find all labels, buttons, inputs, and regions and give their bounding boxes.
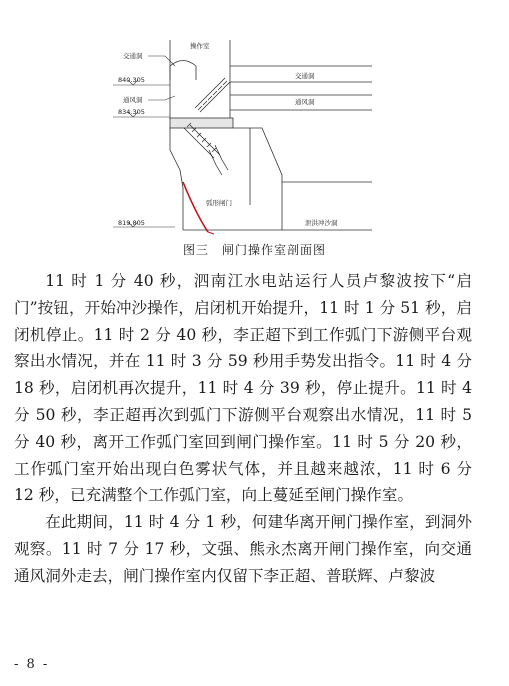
label-ventilation-tunnel-right: 通风洞 — [295, 98, 315, 106]
label-elevation-834: 834.305 — [118, 108, 145, 116]
label-arc-gate: 弧形闸门 — [206, 199, 232, 207]
label-traffic-tunnel-right: 交通洞 — [295, 72, 315, 80]
label-traffic-tunnel-left: 交通洞 — [123, 52, 143, 60]
paragraph: 11 时 1 分 40 秒，泗南江水电站运行人员卢黎波按下“启门”按钮，开始冲沙操作，启闭机开始提升，11 时 1 分 51 秒，启闭机停止。11 时 2 分 40 秒，李正超下到工作弧门下游侧平台观察出水情况，并在 11 时 3 分 59 秒用手势发出指令。11 时 4 分 18 秒，启闭机再次提升，11 时 4 分 39 秒，停止提升。11 时 4 分 50 秒，李正超再次到弧门下游侧平台观察出水情况，11 时 5 分 40 秒，离开工作弧门室回到闸门操作室。11 时 5 分 20 秒，工作弧门室开始出现白色雾状气体，并且越来越浓，11 时 6 分 12 秒，已充满整个工作弧门室，向上蔓延至闸门操作室。 — [14, 272, 472, 505]
page-number: - 8 - — [14, 657, 50, 672]
arc-gate-base — [208, 232, 214, 234]
gate-operation-room-section-diagram — [0, 0, 509, 240]
figure-caption: 图三 闸门操作室剖面图 — [182, 243, 326, 257]
paragraph: 在此期间，11 时 4 分 1 秒，何建华离开闸门操作室，到洞外观察。11 时 7 分 17 秒，文强、熊永杰离开闸门操作室，向交通通风洞外走去，闸门操作室内仅留下李正超、普联辉、卢黎波 — [14, 513, 472, 585]
arc-gate-shape — [183, 182, 208, 232]
label-flush-sand-hole: 泄洪冲沙洞 — [305, 219, 338, 227]
label-elevation-819: 819.805 — [118, 219, 145, 227]
label-elevation-840: 840.305 — [118, 76, 145, 84]
label-operation-room: 操作室 — [190, 42, 210, 50]
body-text — [14, 268, 472, 590]
label-ventilation-tunnel-left: 通风洞 — [123, 96, 143, 104]
